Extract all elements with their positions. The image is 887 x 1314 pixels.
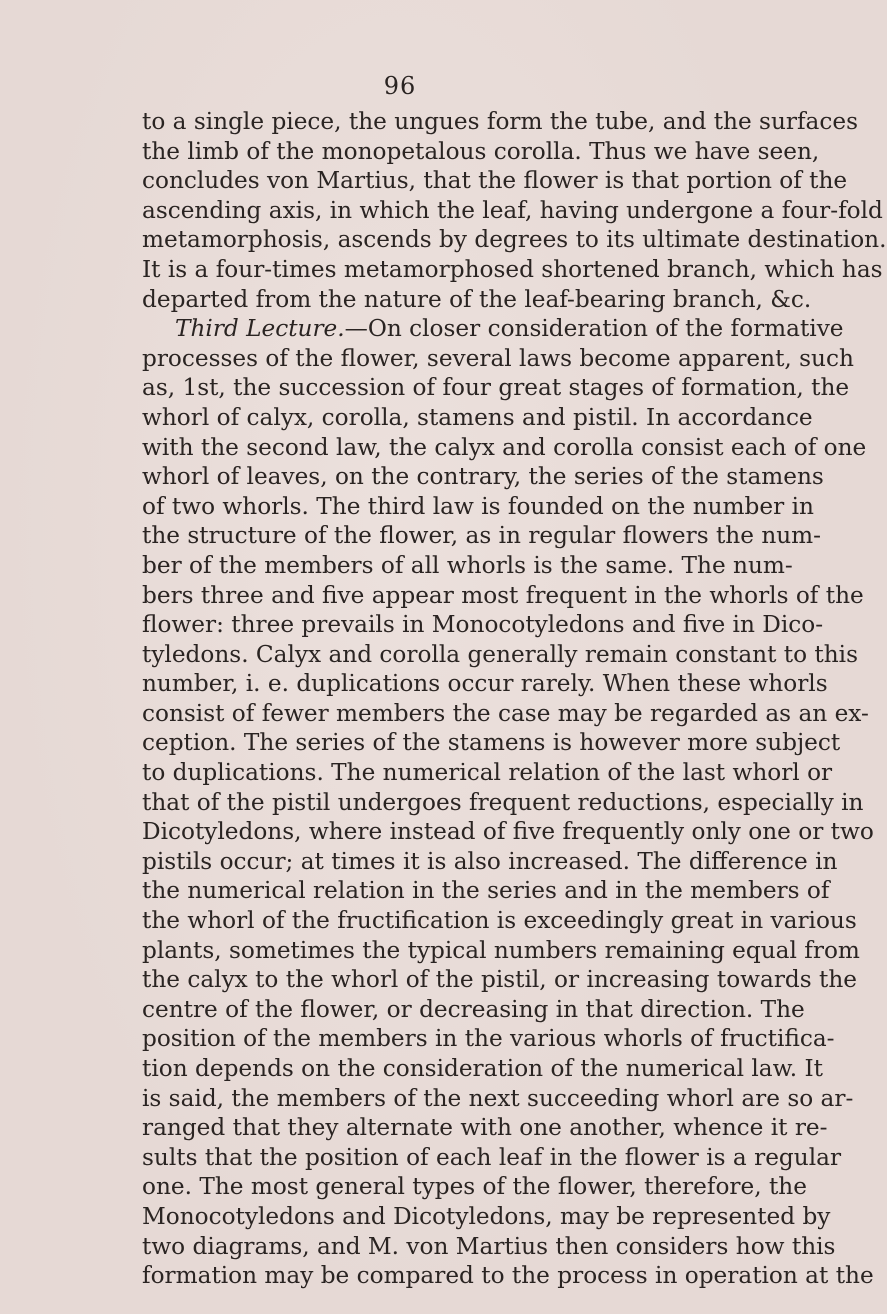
text-line: tyledons. Calyx and corolla generally remain constant to this [142, 640, 858, 668]
text-line: the limb of the monopetalous corolla. Thus we have seen, [142, 137, 820, 165]
text-line: whorl of calyx, corolla, stamens and pistil. In accordance [142, 403, 813, 431]
text-line: that of the pistil undergoes frequent reductions, especially in [142, 788, 864, 816]
text-line: centre of the flower, or decreasing in that direction. The [142, 995, 805, 1023]
page-number: 96 [383, 72, 417, 100]
text-line: flower: three prevails in Monocotyledons and five in Dico- [142, 611, 824, 639]
text-line: to a single piece, the ungues form the tube, and the surfaces [142, 108, 858, 135]
text-line: whorl of leaves, on the contrary, the series of the stamens [142, 463, 824, 491]
text-line: the whorl of the fructification is exceedingly great in various [142, 907, 857, 935]
text-line: formation may be compared to the process in operation at the [142, 1262, 874, 1290]
text-line: departed from the nature of the leaf-bearing branch, &c. [142, 285, 812, 313]
text-line: ception. The series of the stamens is however more subject [142, 729, 841, 757]
text-line: concludes von Martius, that the flower is that portion of the [142, 167, 848, 195]
text-line: position of the members in the various whorls of fructifica- [142, 1025, 835, 1053]
text-line: bers three and five appear most frequent in the whorls of the [142, 581, 864, 609]
text-line: two diagrams, and M. von Martius then considers how this [142, 1232, 836, 1260]
text-line: Monocotyledons and Dicotyledons, may be represented by [142, 1202, 831, 1230]
text-line: of two whorls. The third law is founded on the number in [142, 492, 814, 520]
lecture-heading: Third Lecture. [175, 315, 345, 343]
text-line: metamorphosis, ascends by degrees to its ultimate destination. [142, 226, 887, 254]
lecture-heading-line [142, 314, 844, 344]
text-line: ber of the members of all whorls is the same. The num- [142, 551, 793, 579]
text-line: the numerical relation in the series and in the members of [142, 877, 830, 905]
text-line: plants, sometimes the typical numbers remaining equal from [142, 936, 860, 964]
body-text [142, 107, 887, 1291]
text-line: Dicotyledons, where instead of five frequently only one or two [142, 818, 874, 846]
text-line: to duplications. The numerical relation of the last whorl or [142, 759, 833, 787]
text-line: ranged that they alternate with one another, whence it re- [142, 1114, 828, 1142]
text-line: pistils occur; at times it is also increased. The difference in [142, 847, 838, 875]
text-line: ascending axis, in which the leaf, having undergone a four-fold [142, 196, 883, 224]
text-line: processes of the flower, several laws become apparent, such [142, 344, 854, 372]
text-line: It is a four-times metamorphosed shortened branch, which has [142, 255, 883, 283]
text-line: tion depends on the consideration of the numerical law. It [142, 1055, 823, 1082]
text-line: the calyx to the whorl of the pistil, or increasing towards the [142, 966, 857, 994]
text-line: number, i. e. duplications occur rarely. When these whorls [142, 670, 828, 698]
text-line: the structure of the flower, as in regular flowers the num- [142, 522, 822, 550]
text-line: one. The most general types of the flower, therefore, the [142, 1173, 807, 1201]
text-line: is said, the members of the next succeeding whorl are so ar- [142, 1084, 854, 1112]
text-line: sults that the position of each leaf in the flower is a regular [142, 1143, 842, 1171]
text-line: as, 1st, the succession of four great stages of formation, the [142, 374, 850, 402]
text-line: consist of fewer members the case may be regarded as an ex- [142, 699, 869, 727]
lecture-heading-continuation: —On closer consideration of the formative [344, 315, 844, 343]
text-line: with the second law, the calyx and corolla consist each of one [142, 433, 867, 461]
